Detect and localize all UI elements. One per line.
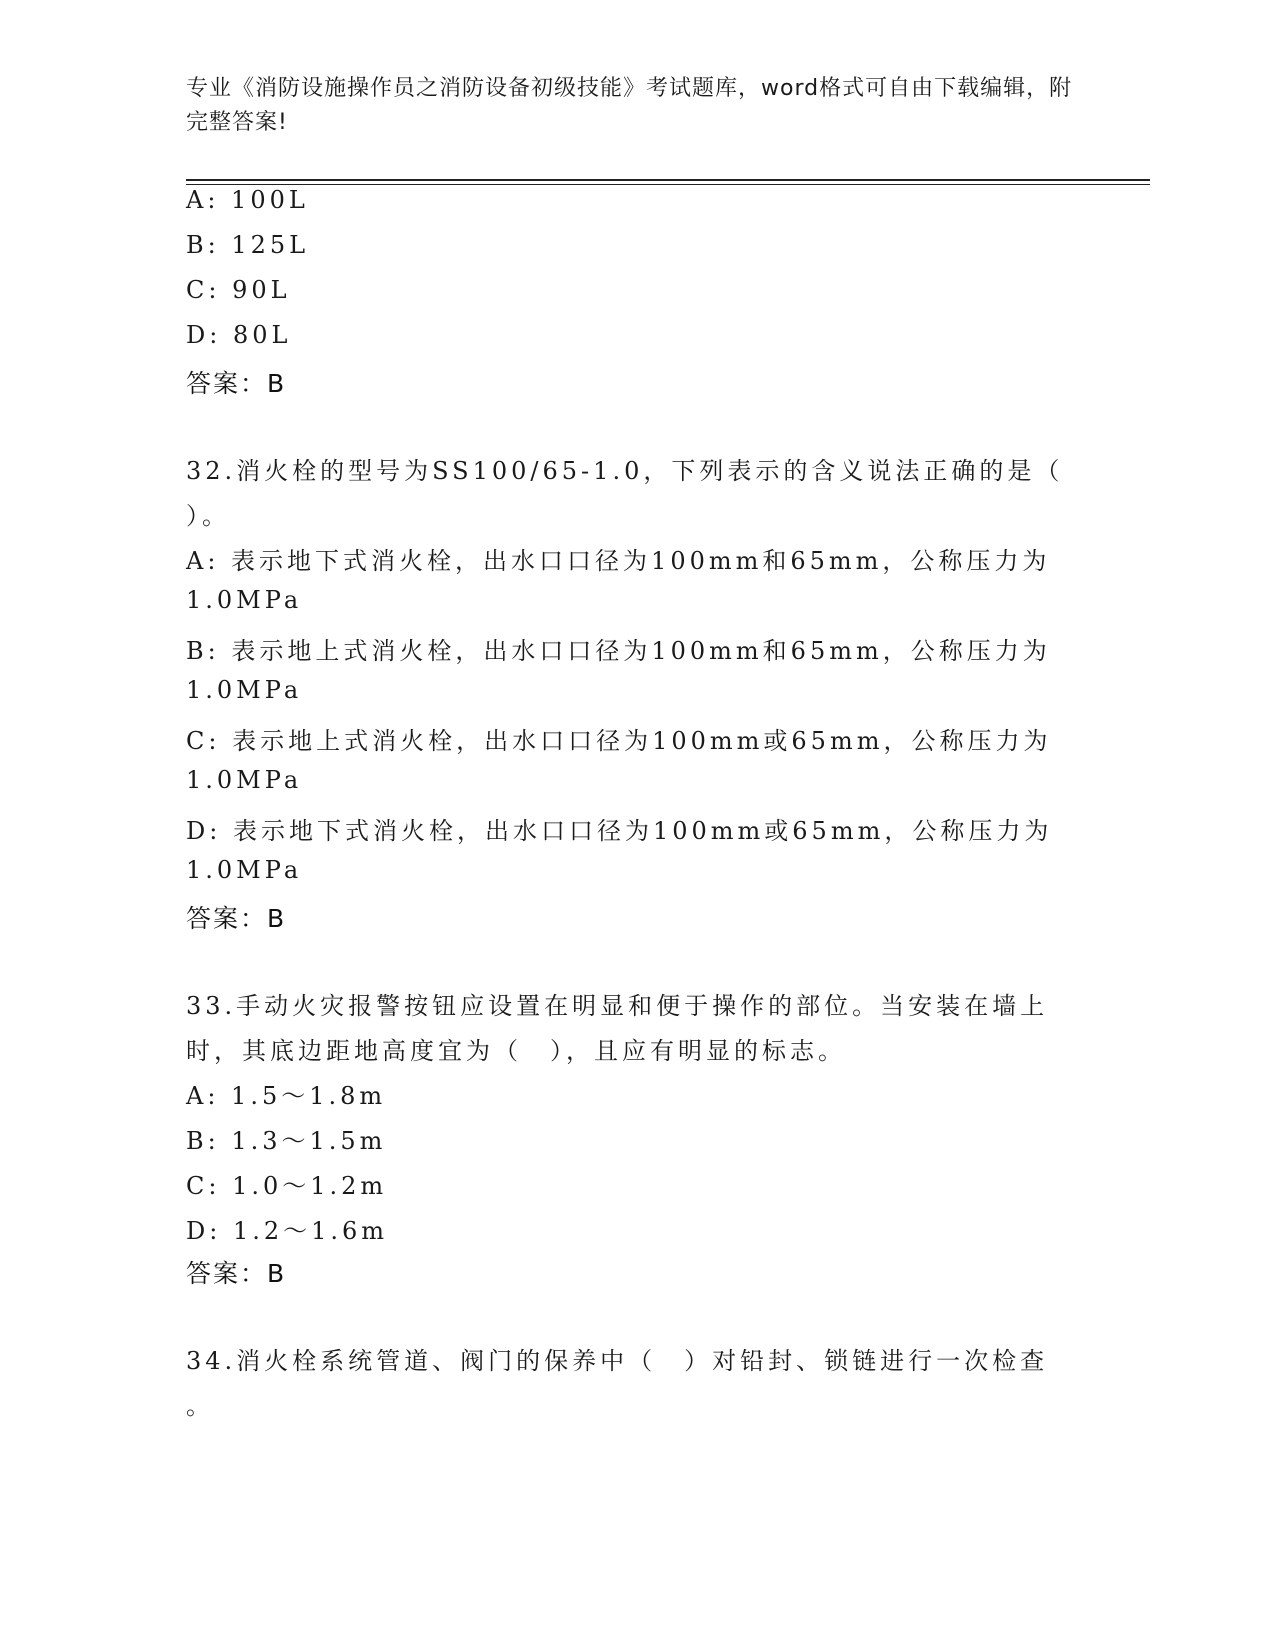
q32-option-b-line2: 1.0MPa <box>186 676 303 704</box>
header-text: 专业《消防设施操作员之消防设备初级技能》考试题库，word格式可自由下载编辑，附完整答案! <box>186 76 1073 135</box>
q31-option-a: A: 100L <box>186 186 309 214</box>
q32-stem-line1: 32.消火栓的型号为SS100/65-1.0，下列表示的含义说法正确的是（ <box>186 457 1064 485</box>
q32-option-b-line1: B: 表示地上式消火栓，出水口口径为100mm和65mm，公称压力为 <box>186 637 1051 665</box>
q32-option-a-line2: 1.0MPa <box>186 586 303 614</box>
q33-answer: 答案：B <box>186 1259 287 1288</box>
q32-option-c-line2: 1.0MPa <box>186 766 303 794</box>
q33-option-d: D: 1.2～1.6m <box>186 1217 389 1245</box>
q31-answer: 答案：B <box>186 369 287 398</box>
q31-option-b: B: 125L <box>186 231 310 259</box>
q33-stem-line2: 时，其底边距地高度宜为（ ），且应有明显的标志。 <box>186 1037 846 1065</box>
q33-option-a: A: 1.5～1.8m <box>186 1082 387 1110</box>
q34-stem-line2: 。 <box>186 1392 214 1420</box>
q34-stem-line1: 34.消火栓系统管道、阀门的保养中（ ）对铅封、锁链进行一次检查 <box>186 1347 1049 1375</box>
q32-option-d-line2: 1.0MPa <box>186 856 303 884</box>
header-divider-thick <box>186 179 1150 181</box>
q32-option-c-line1: C: 表示地上式消火栓，出水口口径为100mm或65mm，公称压力为 <box>186 727 1052 755</box>
q33-option-b: B: 1.3～1.5m <box>186 1127 387 1155</box>
q31-option-d: D: 80L <box>186 321 292 349</box>
q33-option-c: C: 1.0～1.2m <box>186 1172 388 1200</box>
document-header <box>186 72 1086 140</box>
q31-option-c: C: 90L <box>186 276 291 304</box>
q32-stem-line2: ）。 <box>186 502 230 530</box>
q32-option-a-line1: A: 表示地下式消火栓，出水口口径为100mm和65mm，公称压力为 <box>186 547 1051 575</box>
q32-option-d-line1: D: 表示地下式消火栓，出水口口径为100mm或65mm，公称压力为 <box>186 817 1053 845</box>
q33-stem-line1: 33.手动火灾报警按钮应设置在明显和便于操作的部位。当安装在墙上 <box>186 992 1049 1020</box>
q32-answer: 答案：B <box>186 904 287 933</box>
header-divider-thin <box>186 184 1150 185</box>
